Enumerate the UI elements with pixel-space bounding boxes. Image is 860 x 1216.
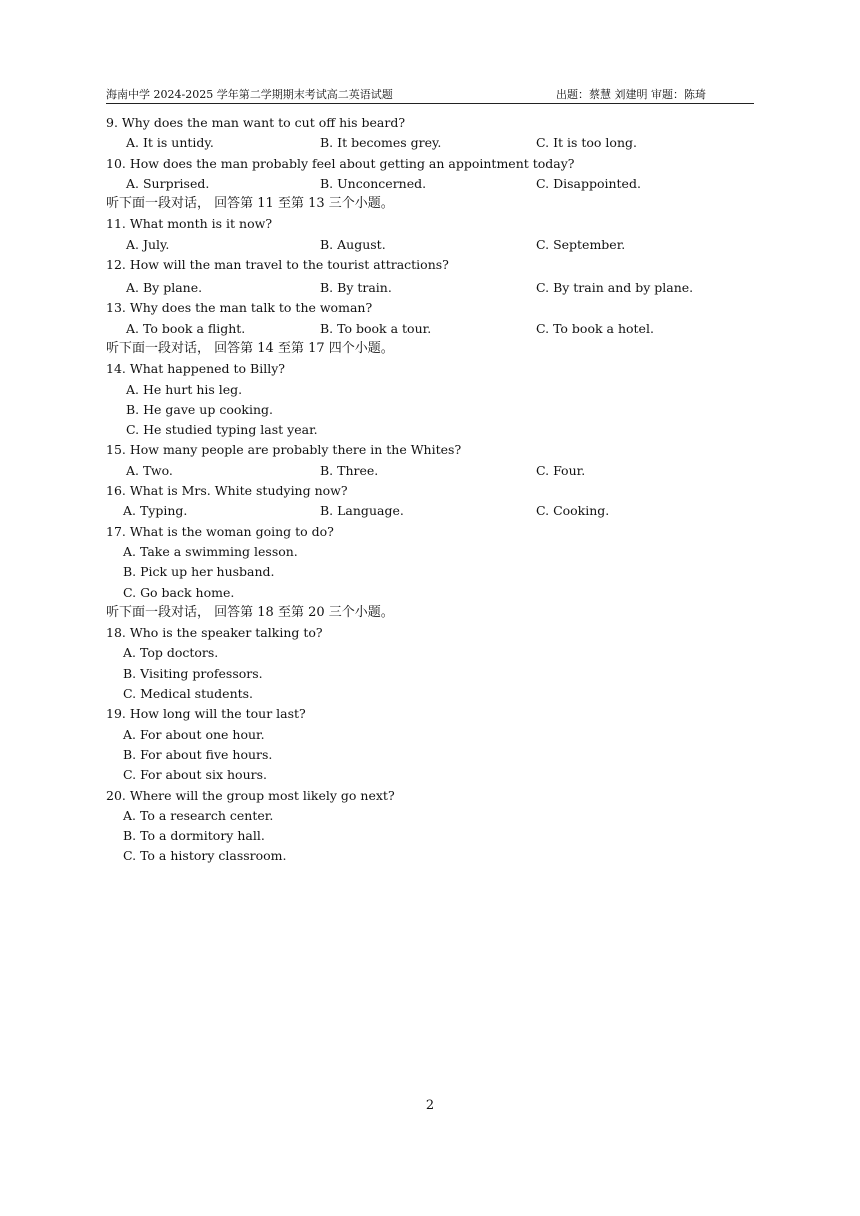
option-10b: B. Unconcerned. — [320, 175, 427, 191]
options-10 — [106, 174, 766, 194]
option-10c: C. Disappointed. — [536, 175, 641, 191]
option-18c: C. Medical students. — [123, 686, 254, 702]
option-15a: A. Two. — [126, 462, 173, 478]
options-12 — [106, 275, 766, 298]
option-9a: A. It is untidy. — [126, 135, 214, 151]
option-19a: A. For about one hour. — [123, 726, 265, 742]
option-20b: B. To a dormitory hall. — [123, 828, 265, 844]
question-15: 15. How many people are probably there in the Whites? — [106, 442, 462, 458]
option-14a: A. He hurt his leg. — [126, 381, 243, 397]
option-15b: B. Three. — [320, 462, 379, 478]
option-16a: A. Typing. — [123, 503, 188, 519]
option-19c: C. For about six hours. — [123, 767, 267, 783]
option-17c: C. Go back home. — [123, 584, 235, 600]
exam-authors: 出题：蔡慧 刘建明 审题：陈琦 — [556, 88, 706, 101]
options-11 — [106, 235, 766, 255]
option-18b: B. Visiting professors. — [123, 665, 263, 681]
option-12c: C. By train and by plane. — [536, 280, 694, 296]
options-9 — [106, 133, 766, 153]
option-11a: A. July. — [126, 236, 170, 252]
section-instruction-3: 听下面一段对话， 回答第 18 至第 20 三个小题。 — [106, 604, 394, 620]
option-13b: B. To book a tour. — [320, 320, 432, 336]
question-14: 14. What happened to Billy? — [106, 361, 285, 377]
option-19b: B. For about five hours. — [123, 746, 273, 762]
option-13a: A. To book a flight. — [126, 320, 246, 336]
option-20a: A. To a research center. — [123, 807, 274, 823]
options-16 — [106, 501, 766, 521]
question-12: 12. How will the man travel to the tourist attractions? — [106, 257, 449, 273]
option-17b: B. Pick up her husband. — [123, 564, 275, 580]
question-19: 19. How long will the tour last? — [106, 706, 306, 722]
question-11: 11. What month is it now? — [106, 216, 273, 232]
option-10a: A. Surprised. — [126, 175, 210, 191]
options-15 — [106, 461, 766, 481]
option-9b: B. It becomes grey. — [320, 135, 442, 151]
question-13: 13. Why does the man talk to the woman? — [106, 300, 373, 316]
option-9c: C. It is too long. — [536, 135, 637, 151]
option-14b: B. He gave up cooking. — [126, 401, 273, 417]
option-15c: C. Four. — [536, 462, 586, 478]
option-16c: C. Cooking. — [536, 503, 610, 519]
question-18: 18. Who is the speaker talking to? — [106, 625, 323, 641]
section-instruction-1: 听下面一段对话， 回答第 11 至第 13 三个小题。 — [106, 196, 394, 212]
option-11c: C. September. — [536, 236, 626, 252]
section-instruction-2: 听下面一段对话， 回答第 14 至第 17 四个小题。 — [106, 340, 394, 356]
question-17: 17. What is the woman going to do? — [106, 523, 334, 539]
option-18a: A. Top doctors. — [123, 645, 219, 661]
option-14c: C. He studied typing last year. — [126, 422, 318, 438]
question-list — [106, 113, 766, 867]
option-20c: C. To a history classroom. — [123, 848, 287, 864]
option-11b: B. August. — [320, 236, 386, 252]
exam-title: 海南中学 2024-2025 学年第二学期期末考试高二英语试题 — [106, 88, 393, 101]
option-17a: A. Take a swimming lesson. — [123, 543, 298, 559]
page-number: 2 — [425, 1098, 435, 1113]
option-13c: C. To book a hotel. — [536, 320, 654, 336]
question-9: 9. Why does the man want to cut off his beard? — [106, 115, 406, 130]
question-16: 16. What is Mrs. White studying now? — [106, 483, 348, 499]
page-header — [106, 86, 754, 104]
question-10: 10. How does the man probably feel about getting an appointment today? — [106, 155, 575, 171]
question-20: 20. Where will the group most likely go next? — [106, 787, 395, 803]
option-12b: B. By train. — [320, 280, 392, 296]
option-16b: B. Language. — [320, 503, 404, 519]
option-12a: A. By plane. — [126, 280, 203, 296]
options-13 — [106, 319, 766, 339]
